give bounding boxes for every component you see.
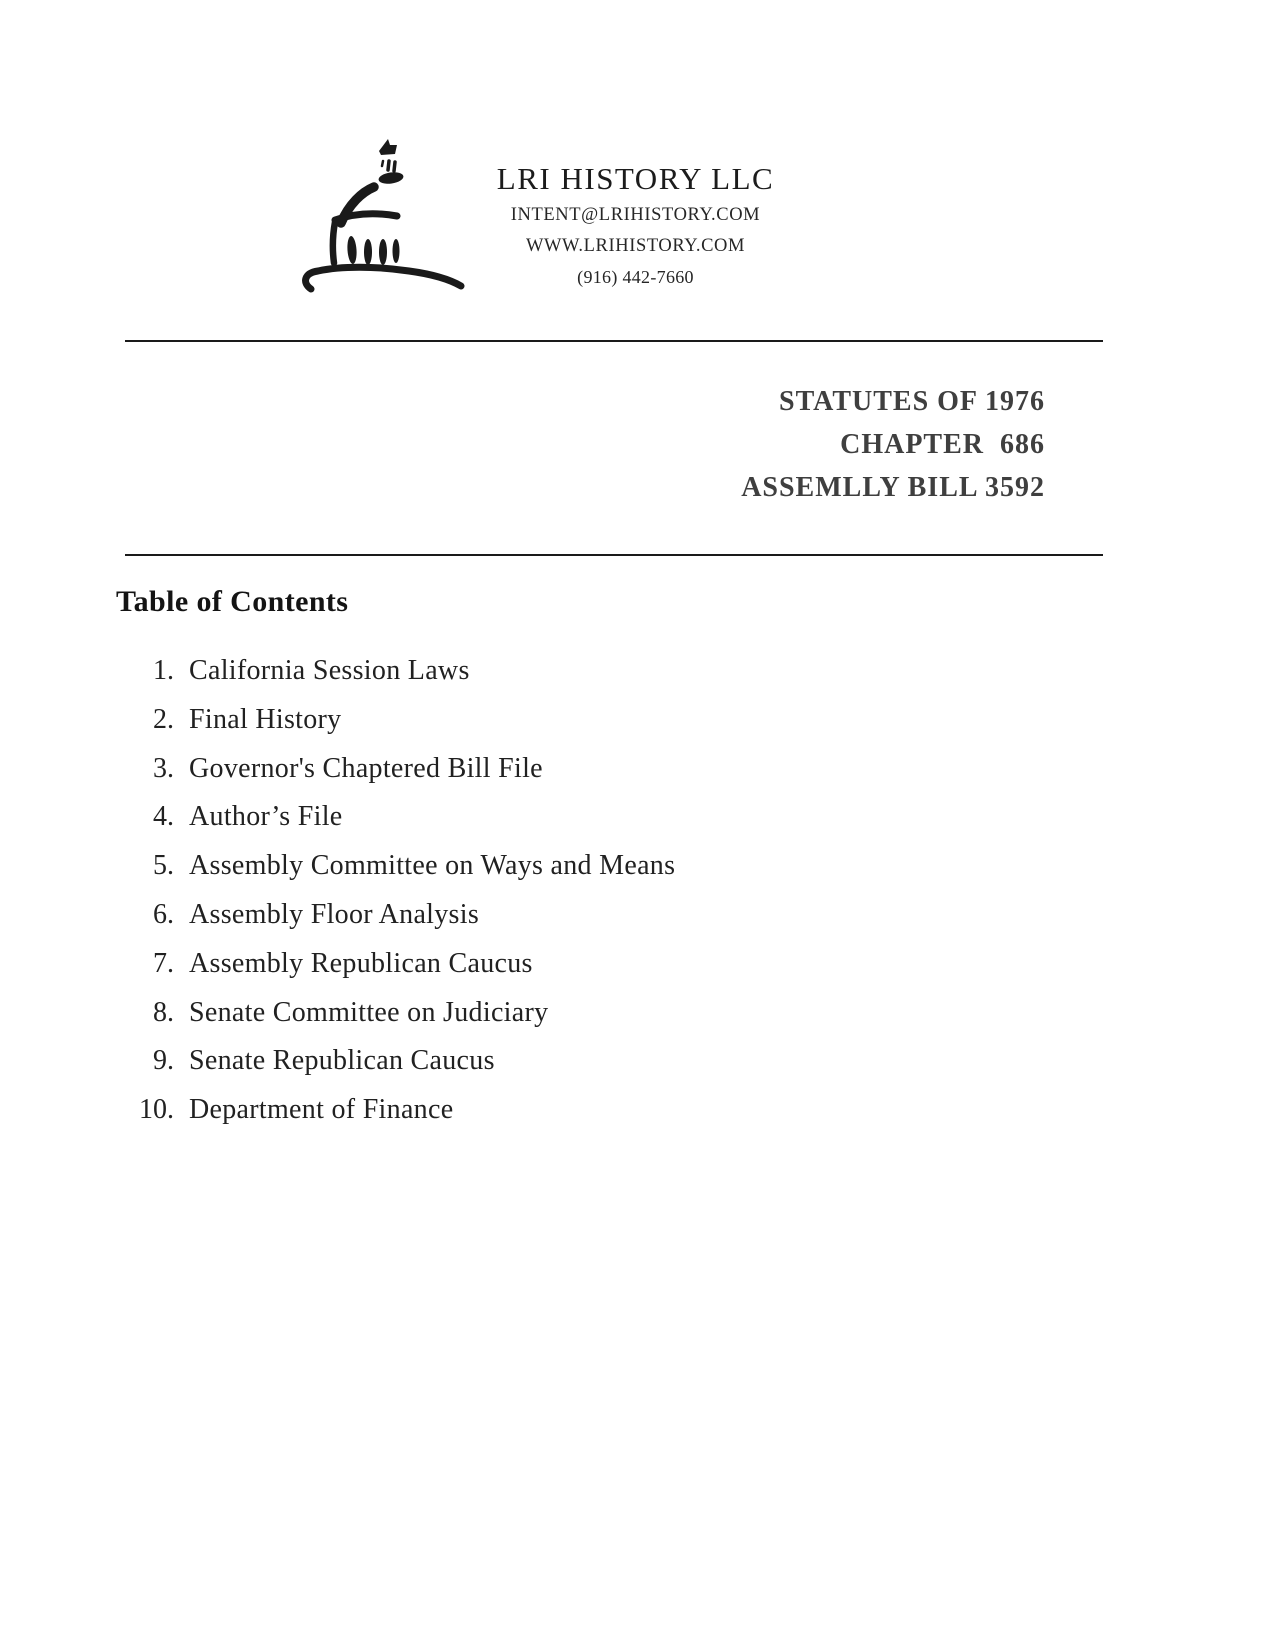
toc-item [0,891,760,940]
toc-item-label: Final History [189,703,342,735]
toc-item [0,989,760,1038]
toc-item [0,940,760,989]
toc-item-label: Senate Republican Caucus [189,1045,495,1077]
letterhead [408,158,863,293]
company-phone: (916) 442-7660 [577,267,694,287]
toc-item [0,842,760,891]
toc-item [0,793,760,842]
toc-item-label: Senate Committee on Judiciary [189,996,549,1028]
statutes-year-line: STATUTES OF 1976 [779,386,1045,417]
toc-item-number: 8. [153,996,174,1028]
toc-item-label: Assembly Floor Analysis [189,898,480,930]
toc-item-number: 1. [153,655,174,686]
toc-item-label: Assembly Republican Caucus [189,947,533,979]
toc-item [0,1086,760,1135]
toc-item-number: 3. [153,752,174,784]
toc-item [0,696,760,745]
top-divider-line [125,340,1103,342]
toc-list [0,647,760,1135]
toc-item-label: California Session Laws [189,655,470,686]
toc-item-number: 10. [139,1094,174,1126]
toc-item-label: Author’s File [189,801,343,833]
company-email: INTENT@LRIHISTORY.COM [510,205,761,225]
document-title-block [545,380,1045,509]
toc-heading: Table of Contents [116,585,349,618]
toc-item-label: Governor's Chaptered Bill File [189,752,543,784]
bill-number-line: ASSEMLLY BILL 3592 [741,472,1045,503]
toc-item [0,1037,760,1086]
chapter-number-line: CHAPTER 686 [840,429,1045,460]
company-name: LRI HISTORY LLC [496,161,775,196]
toc-item-number: 4. [153,801,174,833]
toc-item-number: 5. [153,850,174,882]
toc-item-label: Assembly Committee on Ways and Means [189,850,676,882]
company-website: WWW.LRIHISTORY.COM [525,236,746,256]
toc-item-number: 9. [153,1045,174,1077]
toc-item-number: 7. [153,947,174,979]
toc-item-number: 2. [153,703,174,735]
toc-item [0,647,760,696]
toc-item-number: 6. [153,898,174,930]
toc-item-label: Department of Finance [189,1094,454,1126]
toc-item [0,745,760,794]
bottom-divider-line [125,554,1103,556]
